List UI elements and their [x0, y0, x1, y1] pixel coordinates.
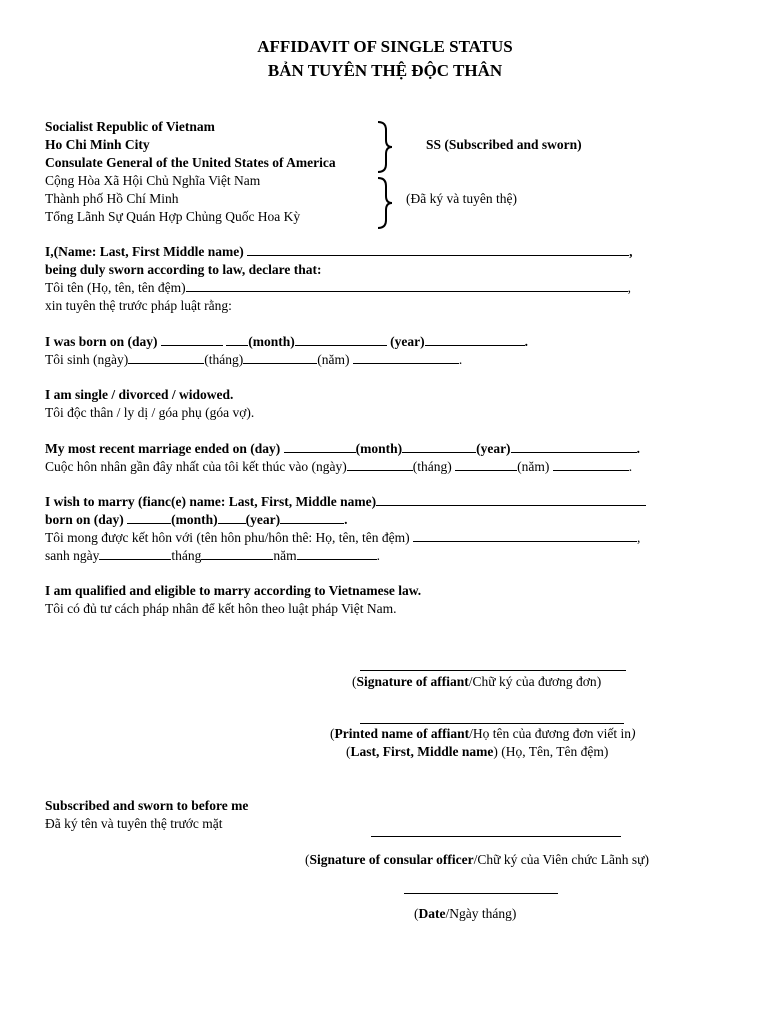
date-en: Date [418, 906, 446, 921]
marriage-year-label: (year) [476, 441, 511, 456]
affiant-signature-vi: Chữ ký của đương đơn [472, 674, 597, 689]
sworn-en: being duly sworn according to law, declare that: [45, 262, 322, 277]
date-line[interactable] [404, 893, 558, 894]
marriage-day-label: My most recent marriage ended on (day) [45, 441, 281, 456]
affiant-signature-line[interactable] [360, 670, 626, 671]
fiance-born-year-label-vi: năm [273, 548, 297, 563]
fiance-born-en: born on (day) (month) (year) . [45, 512, 348, 527]
consular-signature-en: Signature of consular officer [309, 852, 474, 867]
consular-signature-vi: Chữ ký của Viên chức Lãnh sự [477, 852, 645, 867]
subscribed-vi: Đã ký tên và tuyên thệ trước mặt [45, 816, 223, 831]
fiance-born-month-label-vi: tháng [171, 548, 202, 563]
marriage-year-label-vi: (năm) [517, 459, 550, 474]
printed-name-order-vi: (Họ, Tên, Tên đệm) [501, 744, 609, 759]
born-year-field-vi[interactable] [353, 351, 459, 364]
born-vi: Tôi sinh (ngày) (tháng) (năm) . [45, 352, 463, 367]
born-month-label: (month) [248, 334, 295, 349]
marriage-month-label-vi: (tháng) [412, 459, 452, 474]
venue-country-vi: Cộng Hòa Xã Hội Chủ Nghĩa Việt Nam [45, 173, 261, 188]
fiance-born-vi: sanh ngày tháng năm . [45, 548, 380, 563]
born-day-label-vi: Tôi sinh (ngày) [45, 352, 129, 367]
sworn-vi: xin tuyên thệ trước pháp luật rằng: [45, 298, 232, 313]
fiance-vi: Tôi mong được kết hôn với (tên hôn phu/hôn thê: Họ, tên, tên đệm) , [45, 530, 641, 545]
affiant-signature-caption: (Signature of affiant/Chữ ký của đương đơn) [352, 674, 602, 689]
marriage-year-field[interactable] [511, 440, 637, 453]
marriage-month-field[interactable] [402, 440, 476, 453]
fiance-born-month-field[interactable] [218, 511, 246, 524]
marriage-day-field-vi[interactable] [347, 458, 413, 471]
marriage-vi: Cuộc hôn nhân gần đây nhất của tôi kết thúc vào (ngày) (tháng) (năm) . [45, 459, 633, 474]
born-day-field-2[interactable] [226, 333, 248, 346]
brace-graphic [374, 120, 394, 230]
consular-signature-caption: (Signature of consular officer/Chữ ký của Viên chức Lãnh sự) [305, 852, 649, 867]
fiance-name-label-vi: Tôi mong được kết hôn với (tên hôn phu/hôn thê: Họ, tên, tên đệm) [45, 530, 410, 545]
printed-name-vi: Họ tên của đương đơn viết in [472, 726, 631, 741]
born-year-label-vi: (năm) [317, 352, 350, 367]
fiance-en [45, 493, 646, 511]
printed-name-order: (Last, First, Middle name) (Họ, Tên, Tên đệm) [346, 744, 609, 759]
title-english: AFFIDAVIT OF SINGLE STATUS [257, 37, 513, 56]
marriage-day-field[interactable] [284, 440, 356, 453]
venue-city-vi: Thành phố Hồ Chí Minh [45, 191, 179, 206]
marriage-day-label-vi: Cuộc hôn nhân gần đây nhất của tôi kết thúc vào (ngày) [45, 459, 347, 474]
name-label-vi-text: Tôi tên (Họ, tên, tên đệm) [45, 280, 186, 295]
status-en: I am single / divorced / widowed. [45, 387, 234, 402]
venue-consulate-en: Consulate General of the United States of America [45, 155, 336, 170]
printed-name-en: Printed name of affiant [334, 726, 470, 741]
born-month-label-vi: (tháng) [204, 352, 244, 367]
subscribed-en: Subscribed and sworn to before me [45, 798, 249, 813]
name-field-en[interactable] [247, 243, 629, 256]
name-label-en: I,(Name: Last, First Middle name) , [45, 244, 633, 259]
fiance-born-year-field[interactable] [280, 511, 344, 524]
marriage-month-label: (month) [355, 441, 403, 456]
name-label-text: I,(Name: Last, First Middle name) [45, 244, 244, 259]
born-en: I was born on (day) (month) (year) . [45, 334, 529, 349]
date-caption: (Date/Ngày tháng) [414, 906, 517, 921]
venue-country-en: Socialist Republic of Vietnam [45, 119, 215, 134]
born-year-label: (year) [390, 334, 425, 349]
qualified-vi: Tôi có đủ tư cách pháp nhân để kết hôn theo luật pháp Việt Nam. [45, 601, 397, 616]
fiance-born-day-label-vi: sanh ngày [45, 548, 100, 563]
fiance-born-year-label: (year) [245, 512, 281, 527]
fiance-name-field-vi[interactable] [413, 529, 637, 542]
printed-name-order-en: Last, First, Middle name [350, 744, 494, 759]
born-day-field[interactable] [161, 333, 223, 346]
name-label-vi: Tôi tên (Họ, tên, tên đệm) , [45, 280, 631, 295]
fiance-born-day-field[interactable] [127, 511, 171, 524]
fiance-born-month-label: (month) [171, 512, 218, 527]
born-month-field[interactable] [295, 333, 387, 346]
marriage-month-field-vi[interactable] [455, 458, 517, 471]
printed-name-caption: (Printed name of affiant/Họ tên của đương đơn viết in) [330, 726, 636, 741]
name-field-vi[interactable] [186, 279, 628, 292]
born-year-field[interactable] [425, 333, 525, 346]
qualified-en: I am qualified and eligible to marry according to Vietnamese law. [45, 583, 422, 598]
consular-signature-line[interactable] [371, 836, 621, 837]
marriage-year-field-vi[interactable] [553, 458, 629, 471]
fiance-born-year-field-vi[interactable] [297, 547, 377, 560]
ss-label-en: SS (Subscribed and sworn) [426, 137, 582, 152]
fiance-born-day-field-vi[interactable] [99, 547, 171, 560]
ss-label-vi: (Đã ký và tuyên thệ) [406, 191, 517, 206]
title-vietnamese: BẢN TUYÊN THỆ ĐỘC THÂN [267, 61, 503, 80]
printed-name-line[interactable] [360, 723, 624, 724]
marriage-en: My most recent marriage ended on (day) (month) (year) . [45, 441, 640, 456]
born-month-field-vi[interactable] [243, 351, 317, 364]
venue-consulate-vi: Tổng Lãnh Sự Quán Hợp Chủng Quốc Hoa Kỳ [45, 209, 301, 224]
affiant-signature-en: Signature of affiant [356, 674, 469, 689]
born-day-label: I was born on (day) [45, 334, 158, 349]
date-vi: Ngày tháng [449, 906, 512, 921]
venue-city-en: Ho Chi Minh City [45, 137, 150, 152]
born-day-field-vi[interactable] [128, 351, 204, 364]
fiance-name-field[interactable] [376, 493, 646, 506]
fiance-born-month-field-vi[interactable] [201, 547, 273, 560]
fiance-born-day-label: born on (day) [45, 512, 124, 527]
status-vi: Tôi độc thân / ly dị / góa phụ (góa vợ). [45, 405, 255, 420]
fiance-name-label: I wish to marry (fianc(e) name: Last, First, Middle name) [45, 494, 377, 509]
